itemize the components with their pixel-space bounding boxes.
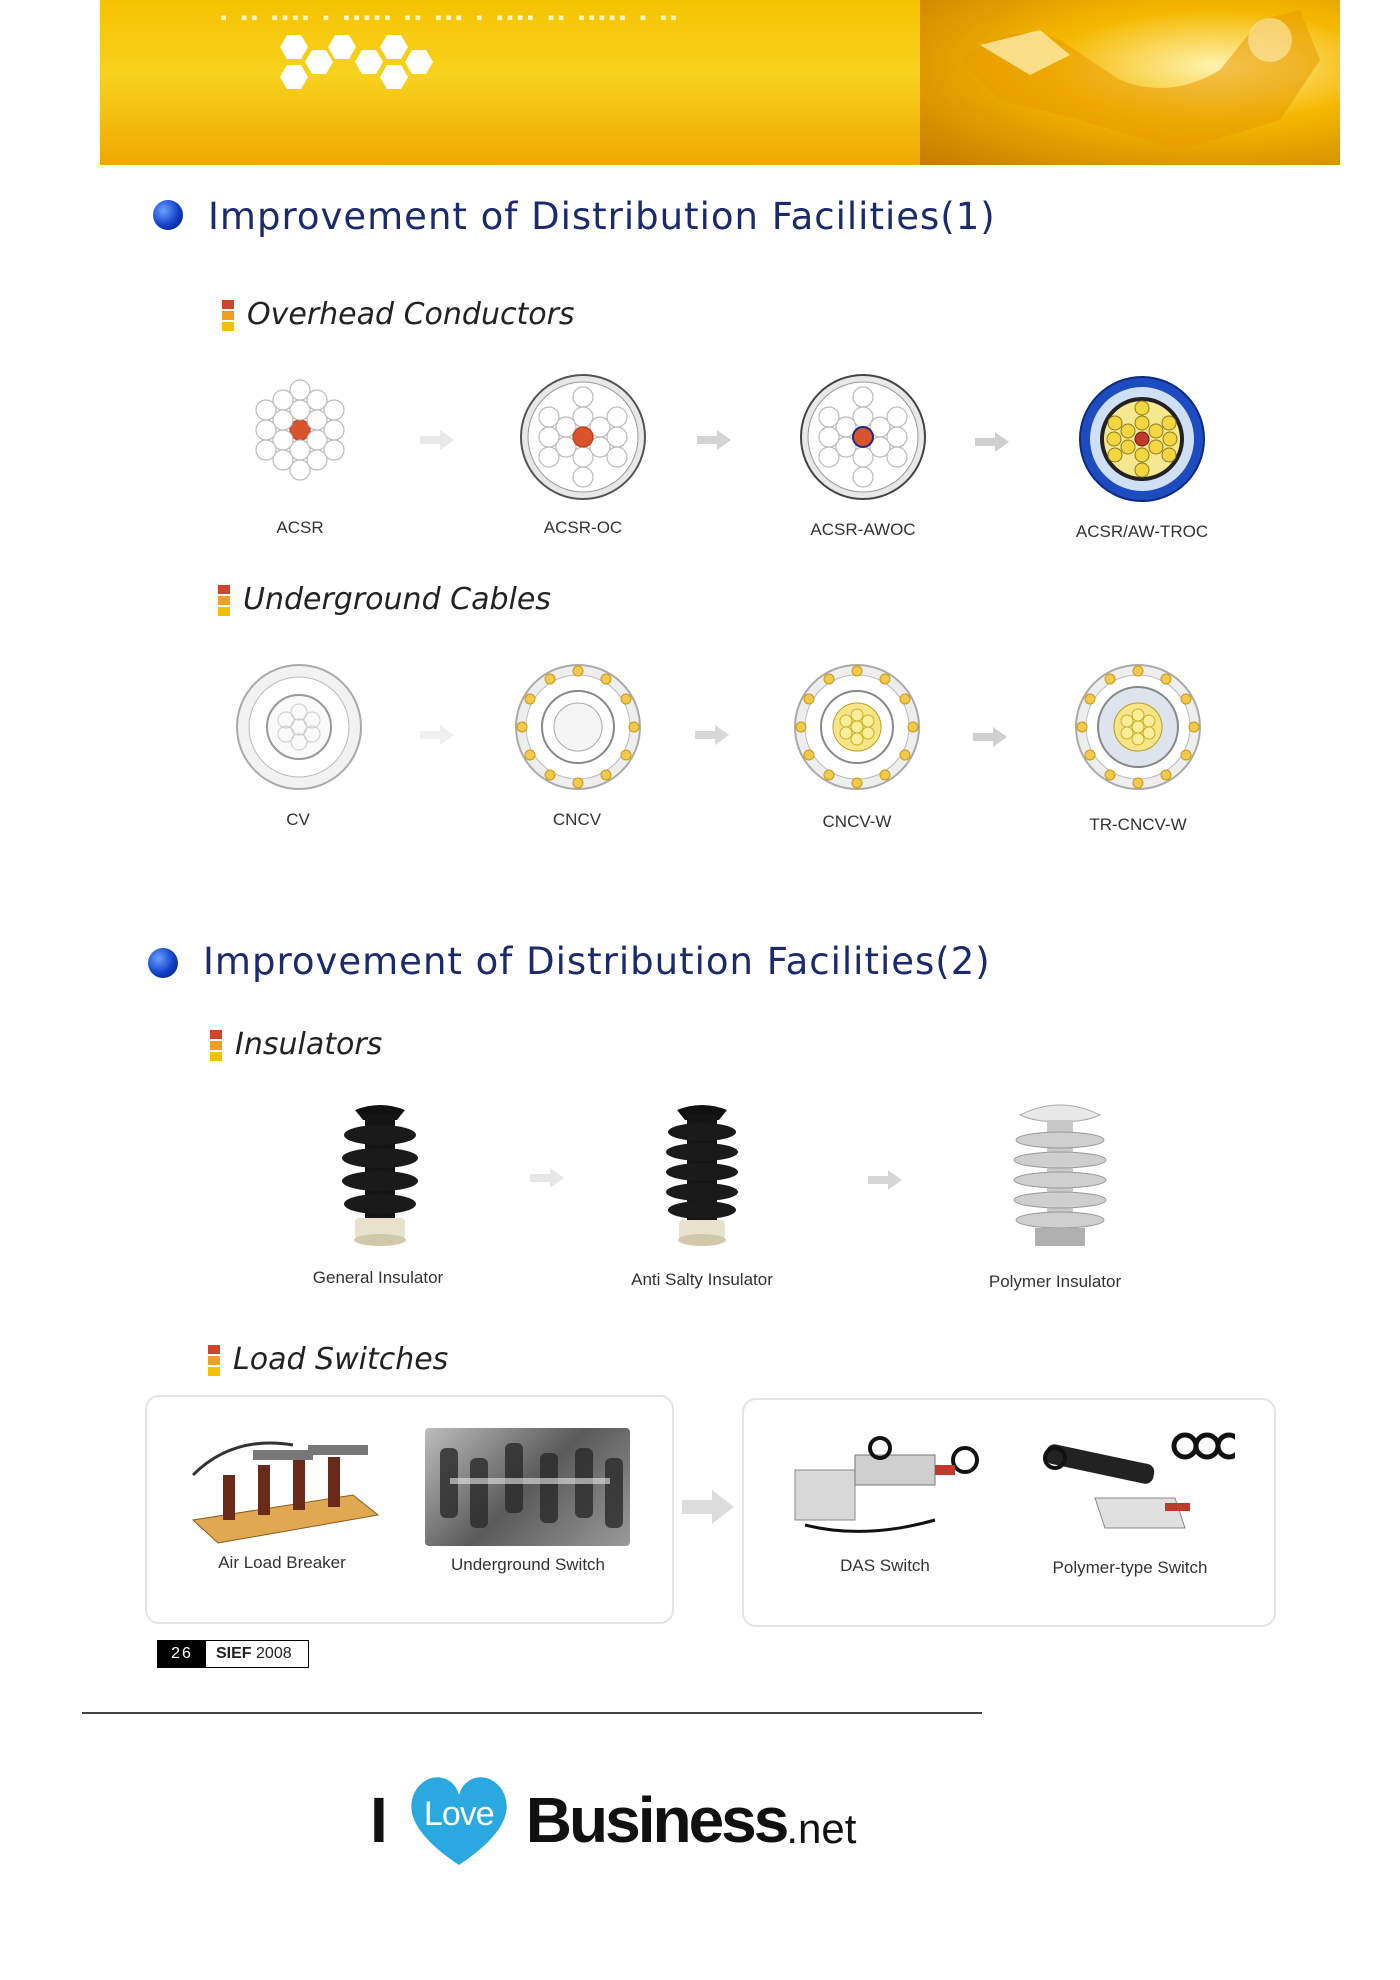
acsr-aw-troc-label: ACSR/AW-TROC (1075, 522, 1209, 541)
arrow-right-icon (695, 725, 729, 745)
acsr-awoc-conductor-icon (798, 372, 928, 502)
heart-icon (404, 1765, 514, 1875)
general-insulator-label: General Insulator (312, 1268, 444, 1287)
underground-switch-image (425, 1428, 630, 1546)
cv-label: CV (286, 810, 310, 829)
banner-robot-hand (920, 0, 1340, 165)
acsr-awoc-diagram (798, 372, 928, 507)
arrow-right-icon (697, 430, 731, 450)
acsr-aw-troc-diagram (1078, 375, 1206, 508)
polymer-type-switch-image (1035, 1428, 1235, 1543)
logo-i: I (370, 1784, 388, 1856)
air-load-breaker-image (183, 1435, 383, 1550)
polymer-insulator-label: Polymer Insulator (988, 1272, 1122, 1291)
anti-salty-insulator-label: Anti Salty Insulator (631, 1270, 773, 1289)
divider (82, 1712, 982, 1714)
arrow-right-icon (420, 725, 454, 745)
header-banner (100, 0, 1340, 165)
overhead-title: Overhead Conductors (247, 297, 575, 332)
publication-year: 2008 (256, 1645, 292, 1662)
insulators-title: Insulators (235, 1027, 383, 1062)
arrow-right-icon (973, 727, 1007, 747)
cncv-w-cable-icon (792, 662, 922, 792)
tr-cncv-w-cable-icon (1073, 662, 1203, 792)
ilovebusiness-logo (370, 1765, 856, 1875)
acsr-oc-diagram (518, 372, 648, 507)
cncv-cable-icon (513, 662, 643, 792)
cv-diagram (234, 662, 364, 797)
acsr-aw-troc-conductor-icon (1078, 375, 1206, 503)
underground-switch-label: Underground Switch (450, 1555, 606, 1574)
switches-title: Load Switches (233, 1342, 449, 1377)
arrow-right-icon (420, 430, 454, 450)
acsr-label: ACSR (276, 518, 324, 537)
section1-bullet-icon (153, 200, 183, 230)
air-load-breaker-label: Air Load Breaker (218, 1553, 346, 1572)
cncv-diagram (513, 662, 643, 797)
cncv-label: CNCV (552, 810, 602, 829)
arrow-right-icon (530, 1168, 564, 1188)
section2-title: Improvement of Distribution Facilities(2) (203, 940, 991, 983)
logo-business: Business (525, 1784, 787, 1856)
acsr-oc-conductor-icon (518, 372, 648, 502)
das-switch-image (785, 1430, 985, 1545)
cv-cable-icon (234, 662, 364, 792)
anti-salty-insulator-image (657, 1100, 747, 1265)
section2-bullet-icon (148, 948, 178, 978)
acsr-awoc-label: ACSR-AWOC (810, 520, 916, 539)
tr-cncv-w-label: TR-CNCV-W (1089, 815, 1187, 834)
section1-title: Improvement of Distribution Facilities(1) (208, 195, 996, 238)
polymer-type-switch-label: Polymer-type Switch (1052, 1558, 1208, 1577)
tr-cncv-w-diagram (1073, 662, 1203, 797)
switches-marker-icon (208, 1345, 220, 1375)
arrow-right-icon (868, 1170, 902, 1190)
publication-name: SIEF (216, 1645, 252, 1662)
logo-tld: .net (786, 1805, 857, 1852)
cncv-w-diagram (792, 662, 922, 797)
acsr-conductor-icon (245, 375, 355, 485)
underground-marker-icon (218, 585, 230, 615)
general-insulator-image (335, 1100, 425, 1265)
banner-pattern: ▪ ▪▪ ▪▪▪▪ ▪ ▪▪▪▪▪ ▪▪ ▪▪▪ ▪ ▪▪▪▪ ▪▪ ▪▪▪▪▪ ▪ ▪▪ (220, 10, 681, 24)
arrow-right-icon (682, 1490, 734, 1524)
das-switch-label: DAS Switch (840, 1556, 930, 1575)
underground-title: Underground Cables (243, 582, 551, 617)
acsr-oc-label: ACSR-OC (543, 518, 623, 537)
arrow-right-icon (975, 432, 1009, 452)
page-footer (157, 1640, 309, 1668)
page-number: 26 (158, 1641, 206, 1667)
insulators-marker-icon (210, 1030, 222, 1060)
cncv-w-label: CNCV-W (822, 812, 892, 831)
logo-love: Love (423, 1795, 494, 1833)
overhead-marker-icon (222, 300, 234, 330)
acsr-diagram (245, 375, 355, 490)
polymer-insulator-image (1005, 1100, 1115, 1265)
